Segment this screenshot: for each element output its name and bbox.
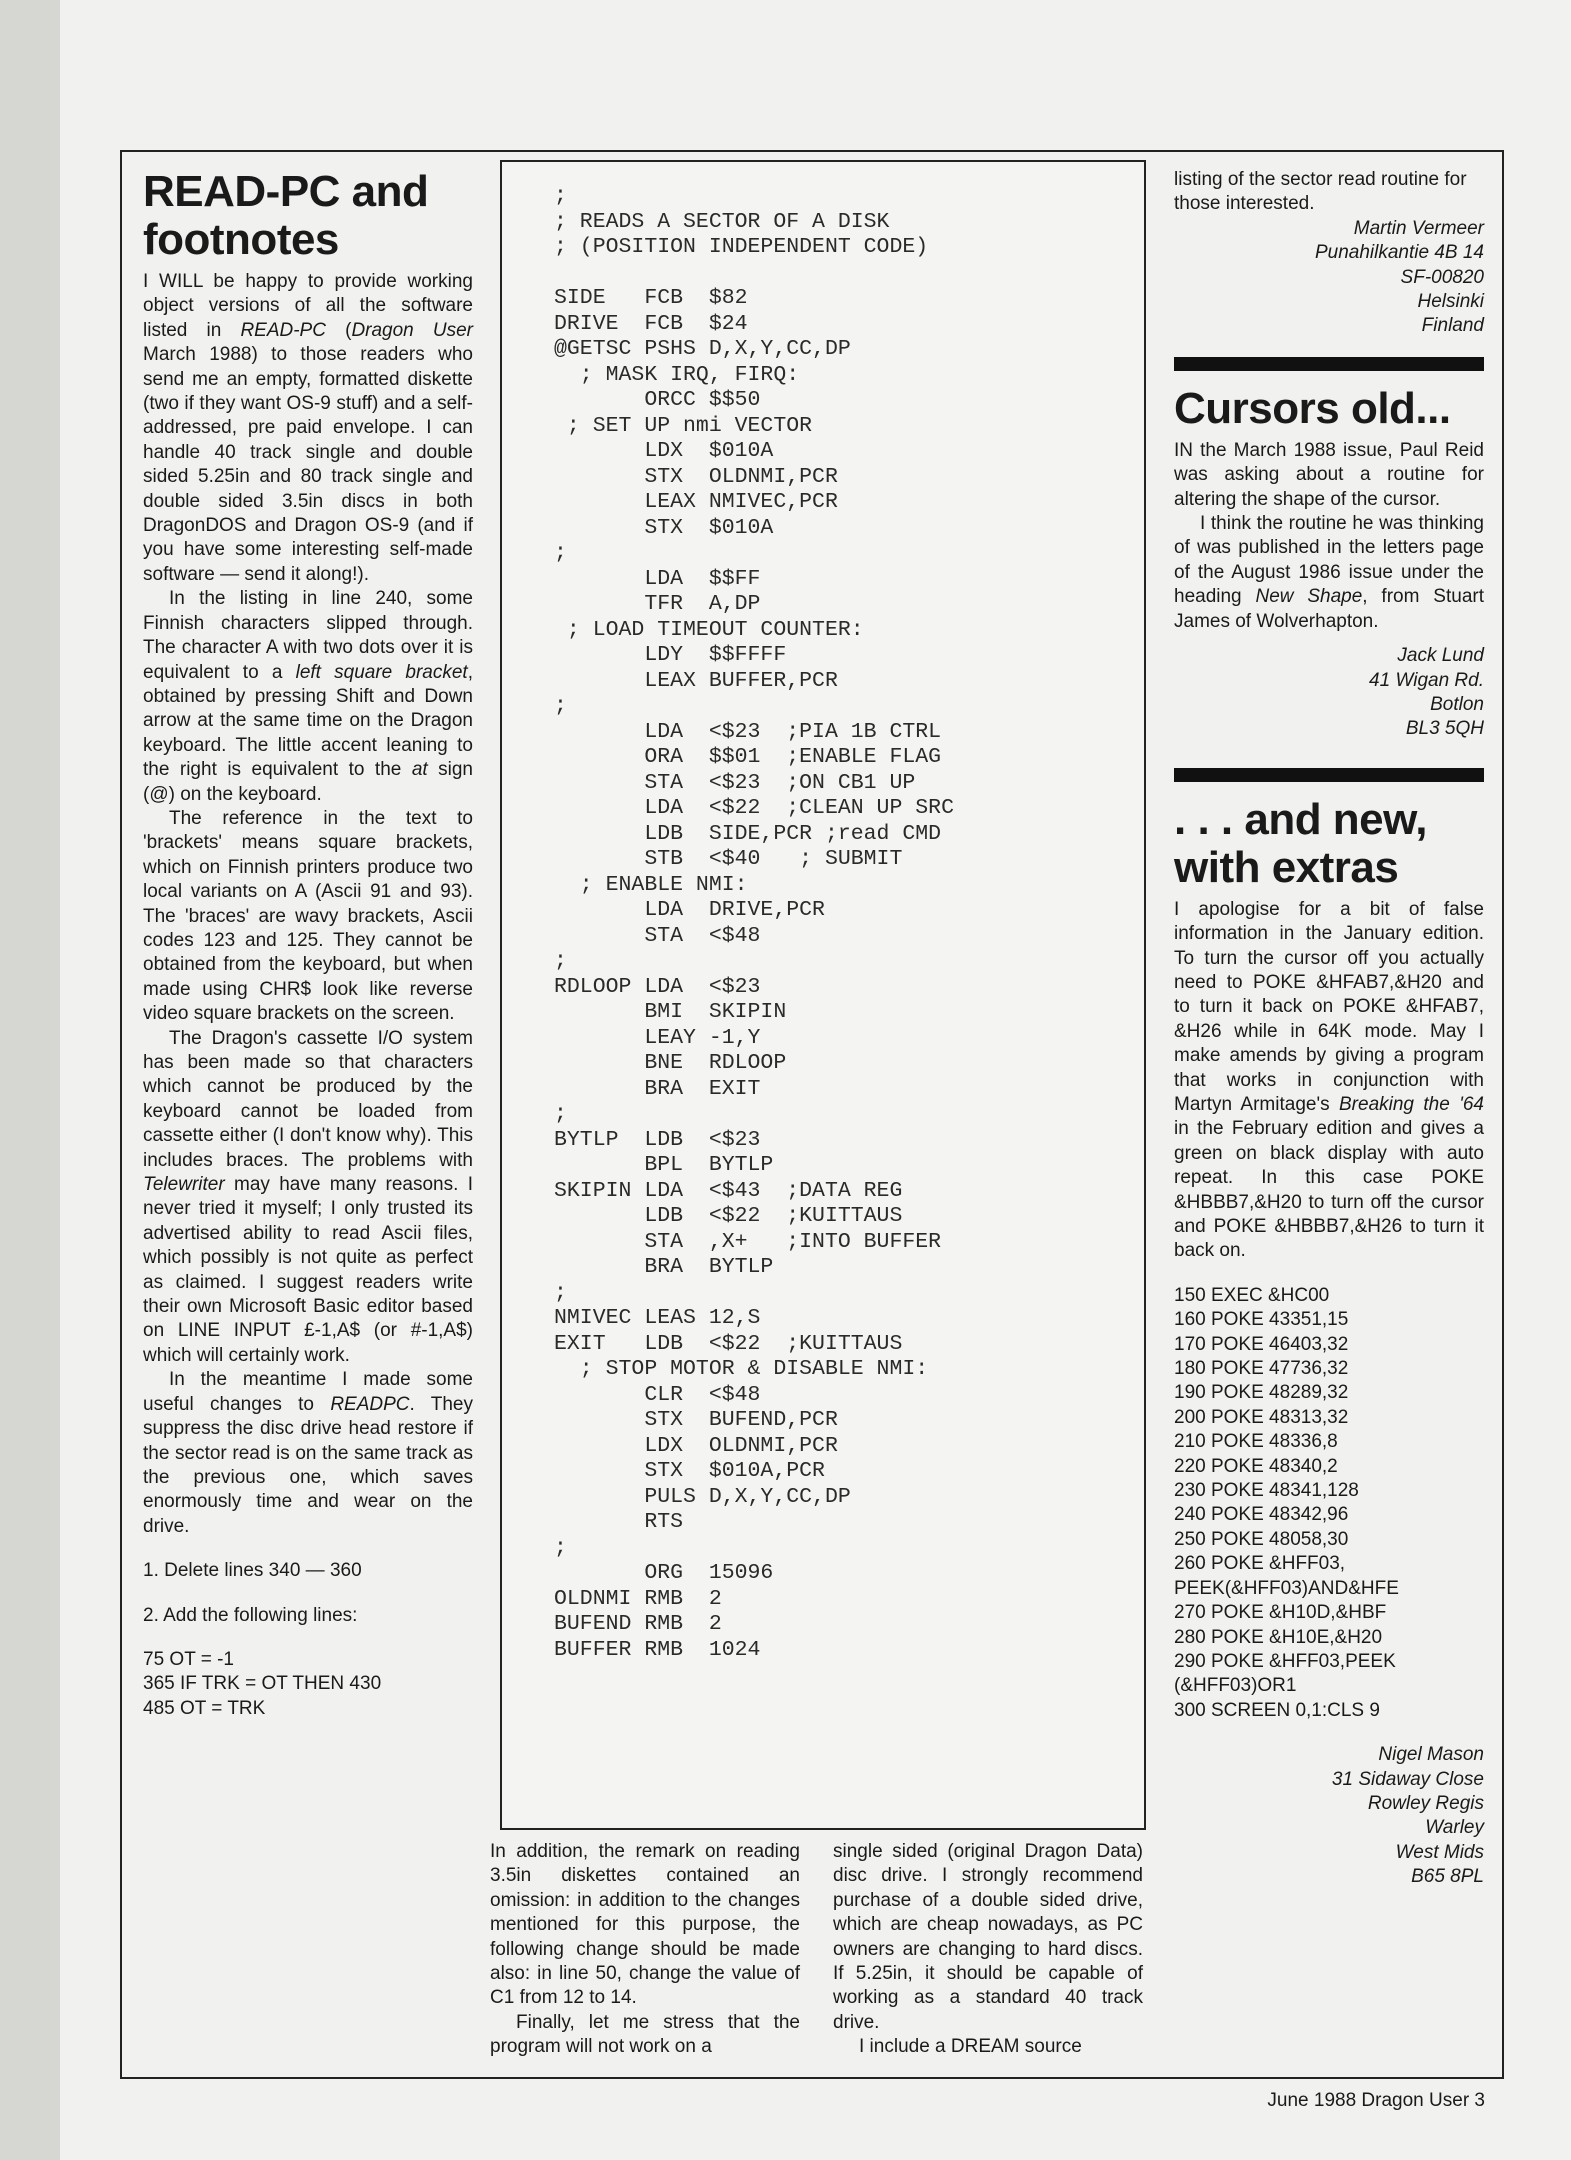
program-line: 160 POKE 43351,15 [1174, 1309, 1349, 1331]
text-run: In the listing in line 240, some Finnish characters slipped through. The character A with two dots over it is equivalent to a [143, 588, 473, 683]
center-right-paragraph-2: I include a DREAM source [859, 2036, 1082, 2058]
signature-line: Warley [1425, 1817, 1484, 1839]
signature-line: Finland [1421, 315, 1484, 337]
program-line: 210 POKE 48336,8 [1174, 1431, 1338, 1453]
italic-text: Telewriter [143, 1174, 225, 1196]
right-column [1174, 168, 1484, 1890]
headline-cursors-old: Cursors old... [1174, 383, 1451, 433]
headline-and-new: . . . and new, with extras [1174, 794, 1427, 892]
text-run: in the February edition and gives a green on black display with auto repeat. In this case POKE &HBBB7,&H20 to turn off the cursor and POKE &HBBB7,&H26 to turn it back on. [1174, 1118, 1484, 1262]
text-run: . They suppress the disc drive head restore if the sector read is on the same track as the previous one, which saves enormously time and wear on the drive. [143, 1393, 473, 1537]
left-column [143, 168, 473, 1721]
text-run: March 1988) to those readers who send me an empty, formatted diskette (two if they want OS-9 stuff) and a self-addressed, pre paid envelope. I can handle 40 track single and double sided 5.25in and 80 track single and double sided 3.5in discs in both DragonDOS and Dragon OS-9 (and if you have some interesting self-made software — send it along!). [143, 344, 473, 585]
italic-text: New Shape [1255, 586, 1363, 608]
italic-text: left square bracket [295, 661, 468, 683]
signature-martin-vermeer [1174, 217, 1484, 339]
signature-jack-lund [1174, 644, 1484, 742]
signature-line: Jack Lund [1397, 645, 1484, 667]
text-run: ( [325, 319, 352, 341]
signature-line: West Mids [1395, 1841, 1484, 1863]
signature-line: 31 Sidaway Close [1331, 1768, 1484, 1790]
center-right-paragraph-1: single sided (original Dragon Data) disc drive. I strongly recommend purchase of a double sided drive, which are cheap nowadays, as PC owners are changing to hard discs. If 5.25in, it should be capable of working as a standard 40 track drive. [833, 1841, 1143, 2033]
and-new-paragraph [1174, 898, 1484, 1264]
program-line: 220 POKE 48340,2 [1174, 1455, 1338, 1477]
divider-rule [1174, 357, 1484, 371]
program-line: 280 POKE &H10E,&H20 [1174, 1626, 1383, 1648]
cursors-paragraph-1: IN the March 1988 issue, Paul Reid was asking about a routine for altering the shape of the cursor. [1174, 439, 1484, 510]
text-run: I apologise for a bit of false information in the January edition. To turn the cursor off you actually need to POKE &HFAB7,&H20 and to turn it back on POKE &HFAB7, &H26 while in 64K mode. May I make amends by giving a program that works in conjunction with Martyn Armitage's [1174, 898, 1484, 1115]
text-run: sign (@) on the keyboard. [143, 759, 473, 805]
text-run: I WILL be happy to provide working object versions of all the software listed in [143, 271, 473, 341]
code-line: 485 OT = TRK [143, 1697, 266, 1719]
signature-nigel-mason [1174, 1743, 1484, 1889]
program-line: 200 POKE 48313,32 [1174, 1406, 1349, 1428]
step-2: 2. Add the following lines: [143, 1604, 358, 1626]
page-footer: June 1988 Dragon User 3 [1267, 2090, 1485, 2111]
signature-line: Nigel Mason [1378, 1744, 1484, 1766]
left-paragraphs [143, 270, 473, 1539]
signature-line: Punahilkantie 4B 14 [1314, 242, 1484, 264]
signature-line: 41 Wigan Rd. [1369, 669, 1484, 691]
text-run: may have many reasons. I never tried it myself; I only trusted its advertised ability to read Ascii files, which possibly is not quite as perfect as claimed. I suggest readers write their own Microsoft Basic editor based on LINE INPUT £-1,A$ (or #-1,A$) which will certainly work. [143, 1174, 473, 1366]
text-run: In the meantime I made some useful changes to [143, 1369, 473, 1415]
cursors-paragraph-2 [1174, 512, 1484, 634]
program-line: 300 SCREEN 0,1:CLS 9 [1174, 1699, 1380, 1721]
signature-line: BL3 5QH [1405, 718, 1484, 740]
assembly-listing: ; ; READS A SECTOR OF A DISK ; (POSITION INDEPENDENT CODE) SIDE FCB $82 DRIVE FCB $24 @GETSC PSHS D,X,Y,CC,DP ; MASK IRQ, FIRQ: ORCC $$50 ; SET UP nmi VECTOR LDX $010A STX OLDNMI,PCR LEAX NMIVEC,PCR STX $010A ; LDA $$FF TFR A,DP ; LOAD TIMEOUT COUNTER: LDY $$FFFF LEAX BUFFER,PCR ; LDA <$23 ;PIA 1B CTRL ORA $$01 ;ENABLE FLAG STA <$23 ;ON CB1 UP LDA <$22 ;CLEAN UP SRC LDB SIDE,PCR ;read CMD STB <$40 ; SUBMIT ; ENABLE NMI: LDA DRIVE,PCR STA <$48 ; RDLOOP LDA <$23 BMI SKIPIN LEAY -1,Y BNE RDLOOP BRA EXIT ; BYTLP LDB <$23 BPL BYTLP SKIPIN LDA <$43 ;DATA REG LDB <$22 ;KUITTAUS STA ,X+ ;INTO BUFFER BRA BYTLP ; NMIVEC LEAS 12,S EXIT LDB <$22 ;KUITTAUS ; STOP MOTOR & DISABLE NMI: CLR <$48 STX BUFEND,PCR LDX OLDNMI,PCR STX $010A,PCR PULS D,X,Y,CC,DP RTS ; ORG 15096 OLDNMI RMB 2 BUFEND RMB 2 BUFFER RMB 1024 [554, 184, 954, 1662]
headline-read-pc: READ-PC and footnotes [143, 167, 429, 264]
basic-program [1174, 1284, 1484, 1723]
program-line: 230 POKE 48341,128 [1174, 1480, 1359, 1502]
signature-line: B65 8PL [1411, 1866, 1484, 1888]
signature-line: SF-00820 [1400, 266, 1484, 288]
program-line: 180 POKE 47736,32 [1174, 1358, 1349, 1380]
program-line: (&HFF03)OR1 [1174, 1675, 1297, 1697]
middle-column-text [490, 1840, 800, 2060]
divider-rule [1174, 768, 1484, 782]
program-line: 170 POKE 46403,32 [1174, 1333, 1349, 1355]
continuation-text: listing of the sector read routine for those interested. [1174, 169, 1467, 215]
italic-text: at [411, 759, 428, 781]
program-line: 150 EXEC &HC00 [1174, 1284, 1330, 1306]
text-run: The Dragon's cassette I/O system has been made so that characters which cannot be produced by the keyboard cannot be loaded from cassette either (I don't know why). This includes braces. The problems with [143, 1027, 473, 1171]
assembly-listing-box [500, 160, 1146, 1830]
program-line: 290 POKE &HFF03,PEEK [1174, 1650, 1396, 1672]
middle-paragraph-1: In addition, the remark on reading 3.5in diskettes contained an omission: in addition to the changes mentioned for this purpose, the following change should be made also: in line 50, change the value of C1 from 12 to 14. [490, 1841, 800, 2009]
italic-text: READPC [330, 1393, 410, 1415]
left-paragraph [143, 587, 473, 807]
program-line: 250 POKE 48058,30 [1174, 1528, 1349, 1550]
left-paragraph [143, 807, 473, 1027]
signature-line: Rowley Regis [1367, 1792, 1484, 1814]
signature-line: Helsinki [1417, 291, 1484, 313]
text-run: , obtained by pressing Shift and Down arrow at the same time on the Dragon keyboard. The little accent leaning to the right is equivalent to the [143, 661, 473, 781]
code-line: 365 IF TRK = OT THEN 430 [143, 1673, 382, 1695]
left-paragraph [143, 270, 473, 587]
program-line: 240 POKE 48342,96 [1174, 1504, 1349, 1526]
italic-text: READ-PC [240, 319, 326, 341]
signature-line: Botlon [1430, 693, 1484, 715]
code-line: 75 OT = -1 [143, 1648, 235, 1670]
text-run: , from Stuart James of Wolverhapton. [1174, 586, 1484, 632]
program-line: 260 POKE &HFF03, [1174, 1553, 1346, 1575]
program-line: 190 POKE 48289,32 [1174, 1382, 1349, 1404]
basic-code-lines [143, 1648, 473, 1721]
italic-text: Dragon User [351, 319, 474, 341]
signature-line: Martin Vermeer [1353, 217, 1484, 239]
step-1: 1. Delete lines 340 — 360 [143, 1560, 362, 1582]
center-right-column-text [833, 1840, 1143, 2060]
page-edge [0, 0, 60, 2160]
italic-text: Breaking the '64 [1339, 1093, 1484, 1115]
left-paragraph [143, 1368, 473, 1539]
text-run: The reference in the text to 'brackets' means square brackets, which on Finnish printers produce two local variants on A (Ascii 91 and 93). The 'braces' are wavy brackets, Ascii codes 123 and 125. They cannot be obtained from the keyboard, but when made using CHR$ look like reverse video square brackets on the screen. [143, 807, 473, 1025]
text-run: I think the routine he was thinking of was published in the letters page of the August 1986 issue under the heading [1174, 513, 1484, 608]
program-line: 270 POKE &H10D,&HBF [1174, 1602, 1387, 1624]
left-paragraph [143, 1027, 473, 1369]
program-line: PEEK(&HFF03)AND&HFE [1174, 1577, 1399, 1599]
middle-paragraph-2: Finally, let me stress that the program will not work on a [490, 2011, 800, 2058]
